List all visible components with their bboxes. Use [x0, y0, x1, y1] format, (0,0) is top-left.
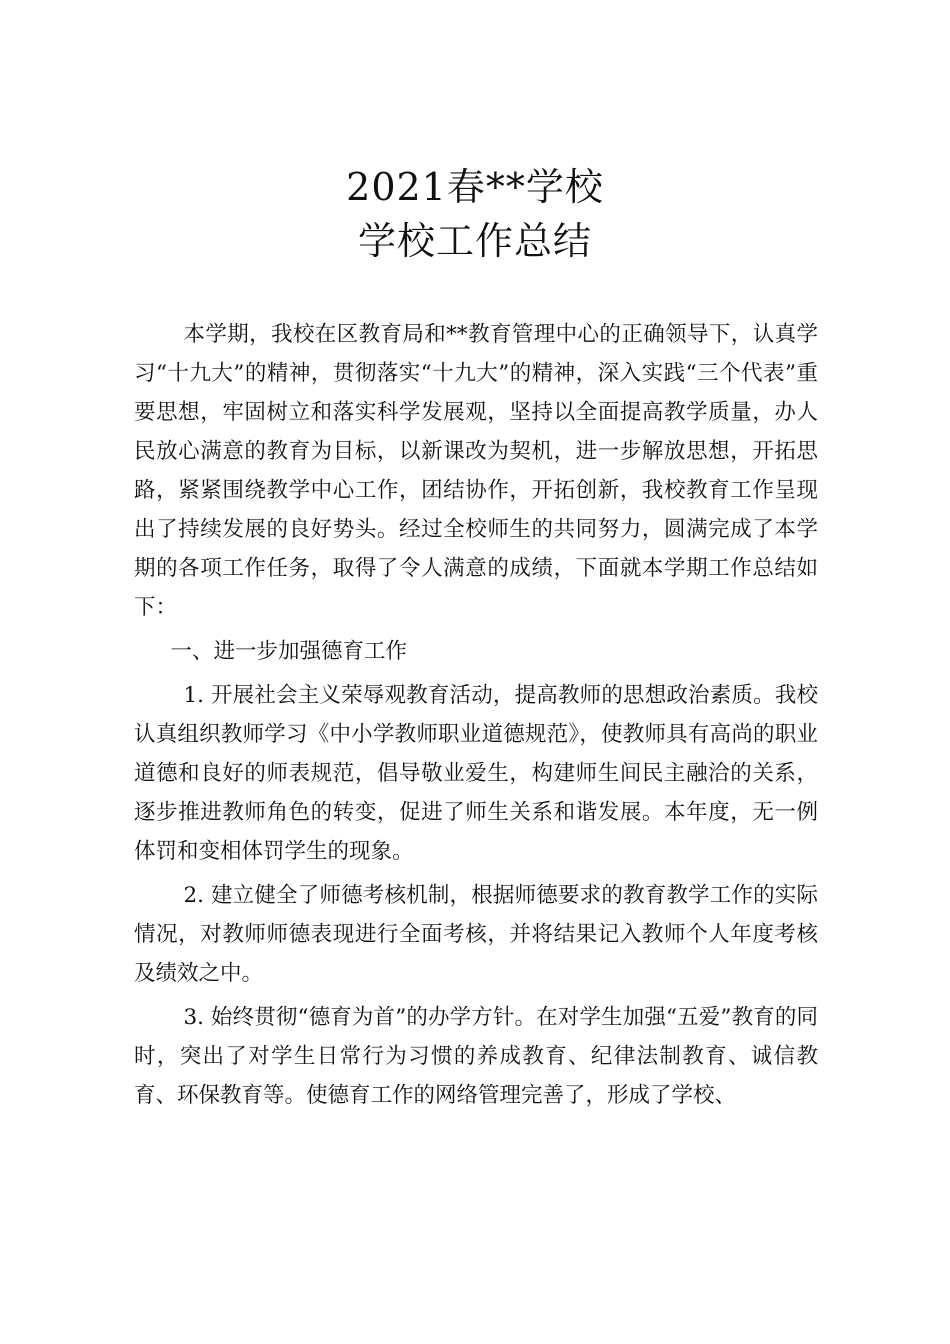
- list-item-2: 2. 建立健全了师德考核机制，根据师德要求的教育教学工作的实际情况，对教师师德表现进行全面考核，并将结果记入教师个人年度考核及绩效之中。: [134, 883, 818, 986]
- title-line-1: 2021春**学校: [346, 165, 604, 209]
- title-line-2: 学校工作总结: [357, 219, 592, 263]
- list-item-1: 1. 开展社会主义荣辱观教育活动，提高教师的思想政治素质。我校认真组织教师学习《中小学教师职业道德规范》，使教师具有高尚的职业道德和良好的师表规范，倡导敬业爱生，构建师生间民主融洽的关系，逐步推进教师角色的转变，促进了师生关系和谐发展。本年度，无一例体罚和变相体罚学生的现象。: [134, 683, 818, 864]
- section-heading-moral-education: 一、进一步加强德育工作: [170, 639, 408, 664]
- intro-paragraph: 本学期，我校在区教育局和**教育管理中心的正确领导下，认真学习“十九大”的精神，贯彻落实“十九大”的精神，深入实践“三个代表”重要思想，牢固树立和落实科学发展观，坚持以全面提高教学质量，办人民放心满意的教育为目标，以新课改为契机，进一步解放思想，开拓思路，紧紧围绕教学中心工作，团结协作，开拓创新，我校教育工作呈现出了持续发展的良好势头。经过全校师生的共同努力，圆满完成了本学期的各项工作任务，取得了令人满意的成绩，下面就本学期工作总结如下：: [134, 322, 818, 620]
- document-body: [134, 315, 818, 1115]
- document-title: [0, 160, 950, 268]
- list-item-3: 3. 始终贯彻“德育为首”的办学方针。在对学生加强“五爱”教育的同时，突出了对学生日常行为习惯的养成教育、纪律法制教育、诚信教育、环保教育等。使德育工作的网络管理完善了，形成了学校、: [134, 1005, 818, 1108]
